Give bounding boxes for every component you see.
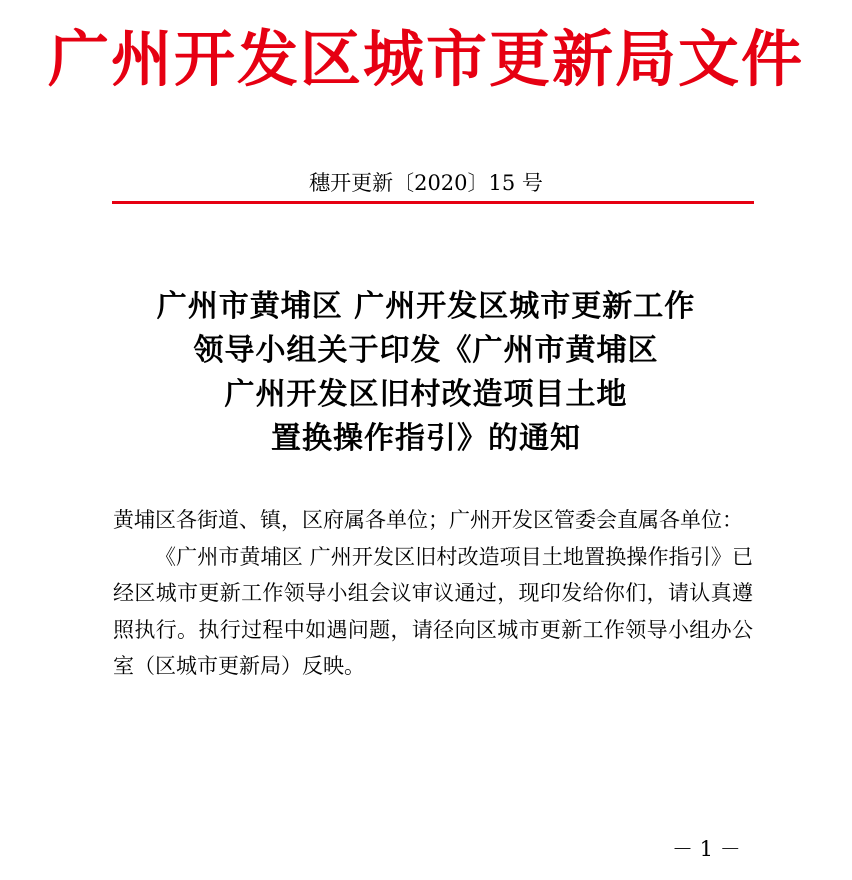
document-title	[0, 285, 852, 461]
title-line: 置换操作指引》的通知	[271, 421, 581, 456]
title-line: 广州市黄埔区 广州开发区城市更新工作	[156, 289, 696, 324]
document-number: 穗开更新〔2020〕15 号	[309, 171, 543, 195]
recipients-paragraph: 黄埔区各街道、镇，区府属各单位；广州开发区管委会直属各单位：	[113, 508, 743, 532]
content-paragraph: 《广州市黄埔区 广州开发区旧村改造项目土地置换操作指引》已经区城市更新工作领导小组会议审议通过，现印发给你们，请认真遵照执行。执行过程中如遇问题，请径向区城市更新工作领导小组办公室（区城市更新局）反映。	[113, 544, 753, 678]
title-line: 领导小组关于印发《广州市黄埔区	[193, 333, 659, 368]
red-separator-line	[112, 201, 754, 204]
title-line: 广州开发区旧村改造项目土地	[224, 377, 628, 412]
document-body	[113, 502, 753, 685]
organization-header-title: 广州开发区城市更新局文件	[47, 24, 804, 95]
page-number: － 1 －	[672, 837, 741, 861]
